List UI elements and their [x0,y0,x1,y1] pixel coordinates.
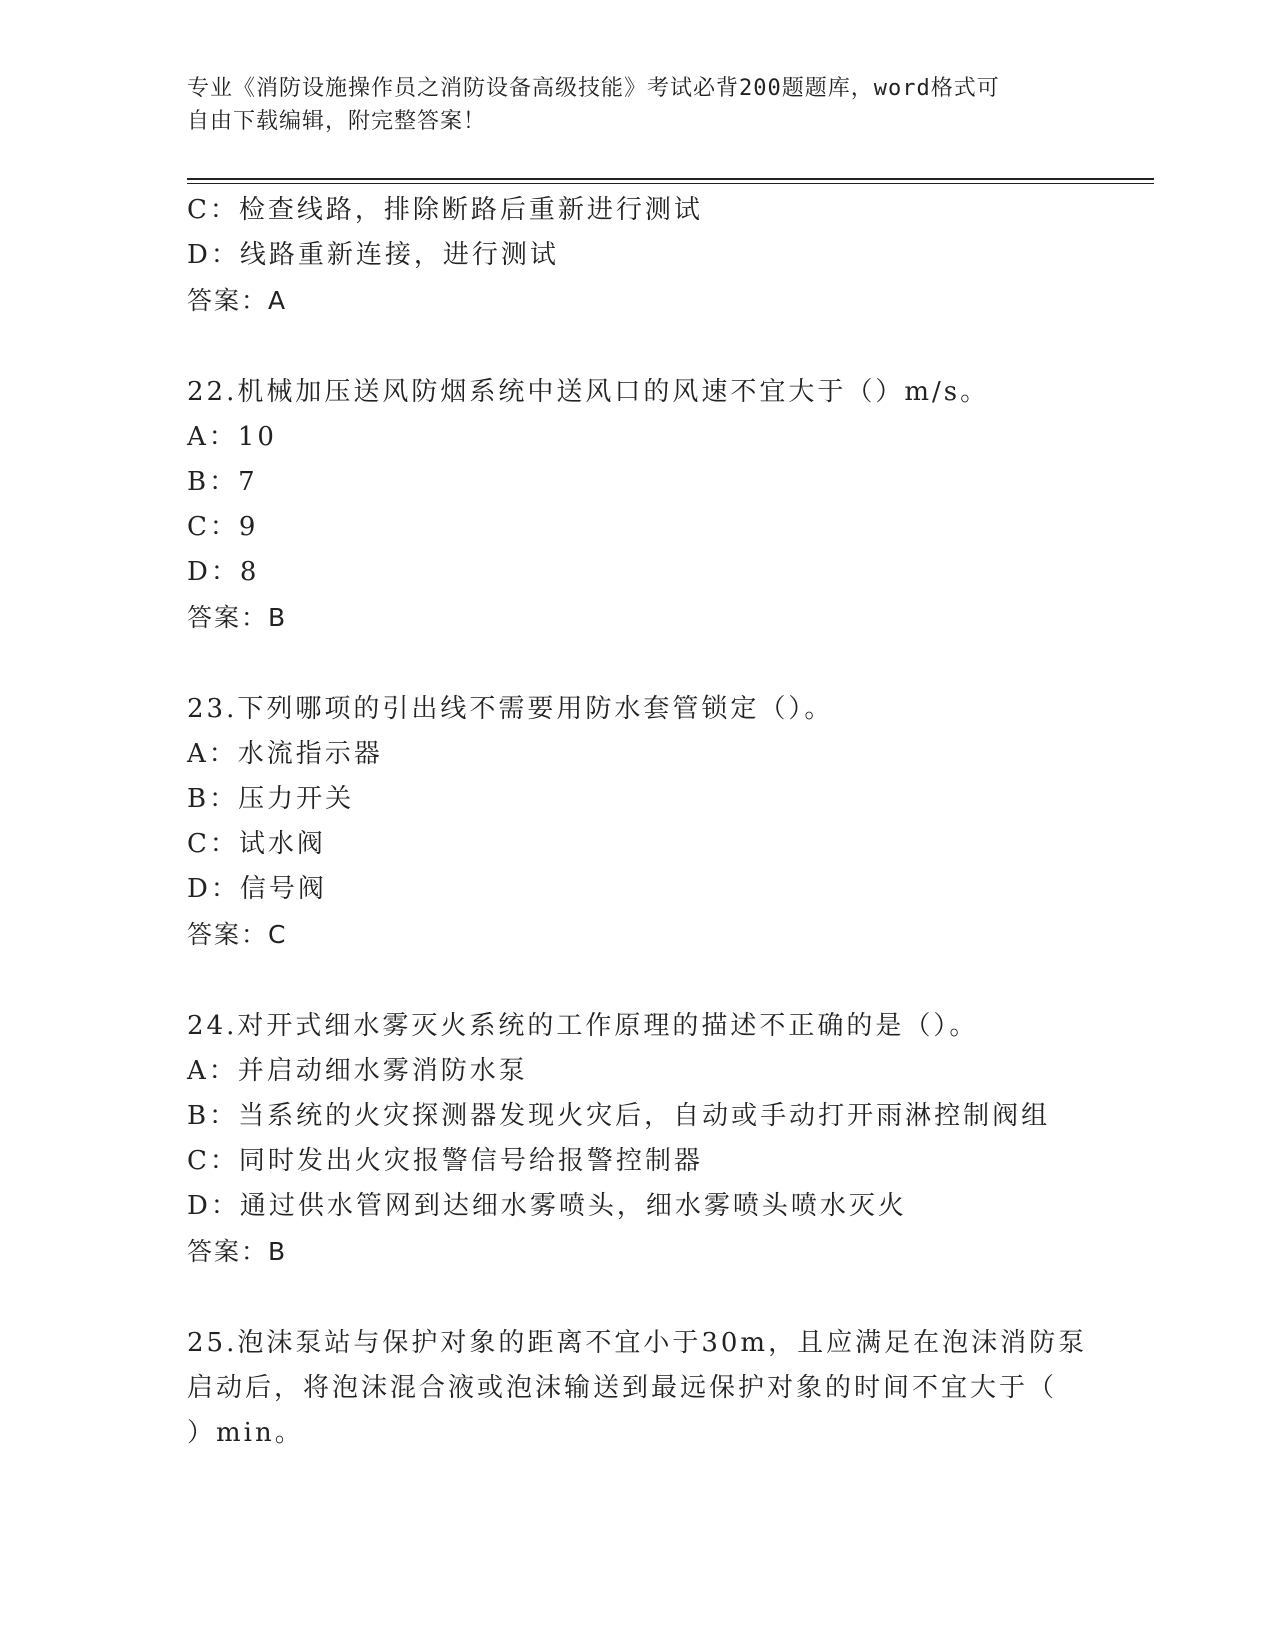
option-d: D：8 [187,557,260,587]
option-c: C：9 [187,512,259,542]
question-stem: 24.对开式细水雾灭火系统的工作原理的描述不正确的是（）。 [187,1011,979,1041]
question-22 [187,370,1107,640]
question-24 [187,1004,1107,1274]
question-stem-line-1: 25.泡沫泵站与保护对象的距离不宜小于30m，且应满足在泡沫消防泵 [187,1328,1088,1358]
answer-label: 答案：A [187,286,288,315]
header-title-line-2: 自由下载编辑，附完整答案！ [187,109,487,134]
option-b: B：当系统的火灾探测器发现火灾后，自动或手动打开雨淋控制阀组 [187,1101,1051,1131]
option-a: A：水流指示器 [187,739,383,769]
option-d: D：线路重新连接，进行测试 [187,240,559,270]
option-c: C：检查线路，排除断路后重新进行测试 [187,195,703,225]
option-c: C：试水阀 [187,829,326,859]
question-23 [187,687,1107,957]
option-b: B：7 [187,467,258,497]
spacer [187,957,1107,1004]
answer-label: 答案：C [187,920,288,949]
option-a: A：10 [187,422,277,452]
spacer [187,640,1107,687]
question-stem: 23.下列哪项的引出线不需要用防水套管锁定（）。 [187,694,834,724]
spacer [187,1274,1107,1321]
option-d: D：通过供水管网到达细水雾喷头，细水雾喷头喷水灭火 [187,1191,907,1221]
answer-label: 答案：B [187,603,288,632]
option-a: A：并启动细水雾消防水泵 [187,1056,528,1086]
question-21-tail [187,188,1107,323]
header-divider [187,178,1154,184]
option-d: D：信号阀 [187,874,327,904]
answer-label: 答案：B [187,1237,288,1266]
question-stem-line-2: 启动后，将泡沫混合液或泡沫输送到最远保护对象的时间不宜大于（ [187,1373,1058,1403]
document-header [187,72,1067,138]
question-stem-line-3: ）min。 [187,1418,304,1448]
spacer [187,323,1107,370]
question-list [187,188,1107,1456]
question-25 [187,1321,1107,1456]
header-title-line-1: 专业《消防设施操作员之消防设备高级技能》考试必背200题题库，word格式可 [187,76,1000,101]
question-stem: 22.机械加压送风防烟系统中送风口的风速不宜大于（）m/s。 [187,377,990,407]
option-c: C：同时发出火灾报警信号给报警控制器 [187,1146,703,1176]
option-b: B：压力开关 [187,784,355,814]
